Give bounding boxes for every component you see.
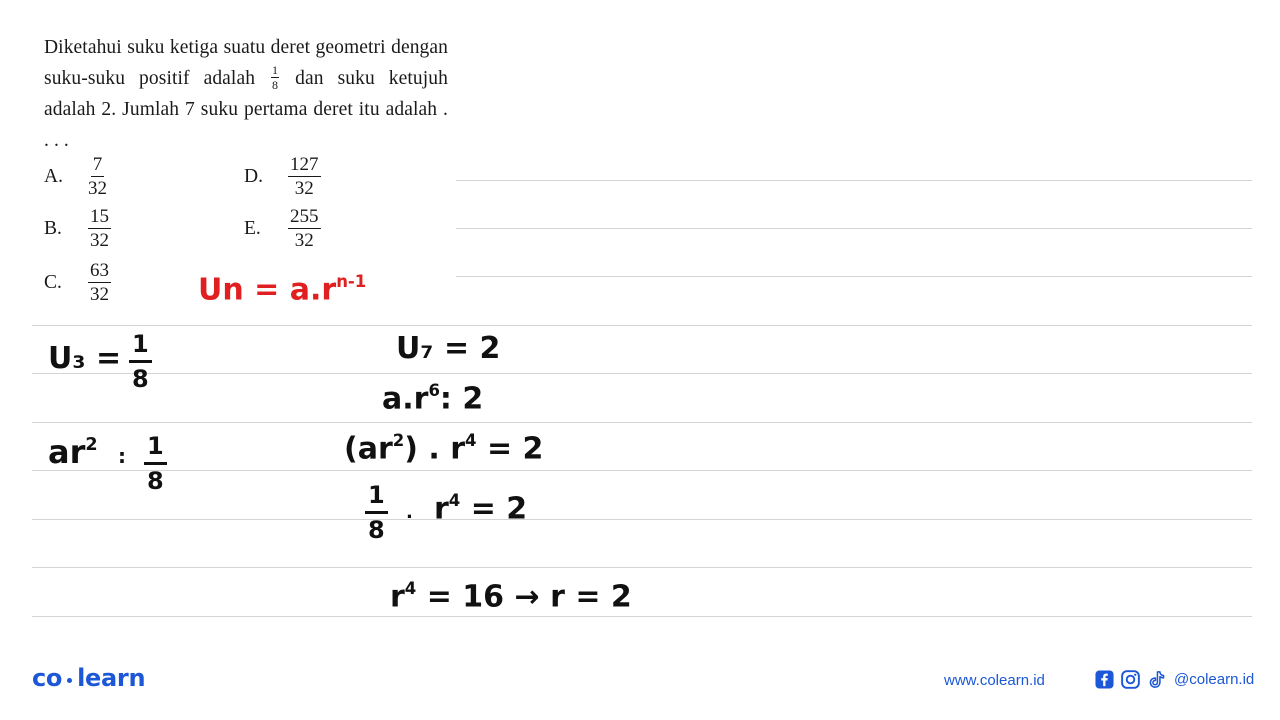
- ar2r4-exp2: 4: [465, 431, 477, 450]
- tiktok-icon[interactable]: [1146, 669, 1166, 689]
- social-links: [1094, 669, 1254, 689]
- u3-fraction: [129, 332, 152, 391]
- option-a-denominator: 32: [88, 177, 107, 199]
- ar2r4-tail: = 2: [476, 431, 544, 467]
- eighth-exp: 4: [448, 491, 461, 510]
- option-e-letter: E.: [244, 217, 261, 239]
- option-b-letter: B.: [44, 217, 62, 239]
- option-d-denominator: 32: [294, 177, 314, 199]
- social-handle[interactable]: @colearn.id: [1174, 670, 1255, 688]
- option-a: [44, 155, 107, 199]
- option-c: [44, 261, 111, 305]
- option-d-fraction: [288, 155, 321, 199]
- option-a-numerator: 7: [92, 154, 103, 175]
- formula-un-base: Un = a.r: [198, 272, 337, 308]
- ar6-base: a.r: [382, 381, 429, 417]
- eighth-r4-equation: [434, 491, 528, 527]
- option-e-denominator: 32: [294, 229, 314, 251]
- ar6-equation: [382, 381, 484, 417]
- ruled-line: [32, 373, 1252, 374]
- option-c-numerator: 63: [90, 260, 109, 281]
- u3-fraction-denominator: 8: [132, 365, 149, 393]
- ar2r4-equation: [344, 431, 544, 467]
- option-e: [244, 207, 321, 251]
- option-a-letter: A.: [44, 165, 63, 187]
- option-b-numerator: 15: [90, 206, 109, 227]
- brand-left: co: [32, 664, 63, 692]
- ar2-equals: :: [118, 444, 126, 468]
- ar2-exponent: 2: [85, 434, 98, 455]
- formula-un: [198, 272, 367, 308]
- option-d: [244, 155, 321, 199]
- eighth-tail: = 2: [460, 491, 528, 527]
- option-c-letter: C.: [44, 271, 62, 293]
- instagram-icon[interactable]: [1120, 669, 1140, 689]
- ar2r4-base: (ar: [344, 431, 393, 467]
- option-d-numerator: 127: [290, 154, 319, 175]
- colearn-logo: [32, 664, 145, 692]
- facebook-icon[interactable]: [1094, 669, 1114, 689]
- eighth-fraction-numerator: 1: [365, 483, 388, 514]
- question-fraction-denominator: 8: [272, 78, 279, 93]
- option-b: [44, 207, 111, 251]
- question-text: [44, 32, 448, 156]
- option-b-fraction: [88, 207, 111, 251]
- u3-fraction-numerator: 1: [129, 332, 152, 363]
- question-text-part-2: dan suku ketujuh adalah 2. Jumlah 7 suku pertama deret itu adalah . . . .: [44, 68, 448, 151]
- option-d-letter: D.: [244, 165, 263, 187]
- r4-tail: = 16 → r = 2: [416, 579, 632, 615]
- option-e-fraction: [288, 207, 321, 251]
- ruled-line: [32, 616, 1252, 617]
- website-link[interactable]: www.colearn.id: [944, 672, 1045, 689]
- ar2-fraction-numerator: 1: [144, 434, 167, 465]
- question-fraction: [271, 64, 279, 91]
- eighth-dot: .: [406, 502, 413, 523]
- ruled-line: [32, 325, 1252, 326]
- r4-base: r: [390, 579, 405, 615]
- brand-right: learn: [77, 664, 146, 692]
- eighth-fraction-denominator: 8: [368, 516, 385, 544]
- r4-result: [390, 579, 632, 615]
- option-a-fraction: [88, 155, 107, 199]
- ar6-tail: : 2: [439, 381, 484, 417]
- ar2r4-exp1: 2: [392, 431, 405, 450]
- ruled-line: [456, 180, 1252, 181]
- ruled-line: [32, 519, 1252, 520]
- eighth-fraction: [365, 483, 388, 542]
- eighth-r: r: [434, 491, 449, 527]
- ar2-fraction-denominator: 8: [147, 467, 164, 495]
- ar2-fraction: [144, 434, 167, 493]
- u7-equation: U₇ = 2: [396, 331, 501, 366]
- ruled-line: [32, 567, 1252, 568]
- ruled-line: [32, 422, 1252, 423]
- r4-exp: 4: [404, 579, 417, 598]
- formula-un-exponent: n-1: [336, 272, 367, 291]
- ruled-line: [456, 228, 1252, 229]
- option-c-fraction: [88, 261, 111, 305]
- option-e-numerator: 255: [290, 206, 319, 227]
- question-fraction-numerator: 1: [272, 63, 279, 78]
- ar2r4-mid: ) . r: [404, 431, 466, 467]
- question-text-part-1: Diketahui suku ketiga suatu deret geometri dengan suku-suku positif adalah: [44, 37, 448, 89]
- ar2-expression: [48, 433, 98, 471]
- ar6-exponent: 6: [428, 381, 440, 400]
- option-c-denominator: 32: [90, 283, 109, 305]
- option-b-denominator: 32: [90, 229, 109, 251]
- ruled-line: [456, 276, 1252, 277]
- ar2-base: ar: [48, 433, 86, 471]
- ruled-line: [32, 470, 1252, 471]
- brand-dot: [67, 678, 72, 683]
- u3-label: U₃ =: [48, 341, 122, 376]
